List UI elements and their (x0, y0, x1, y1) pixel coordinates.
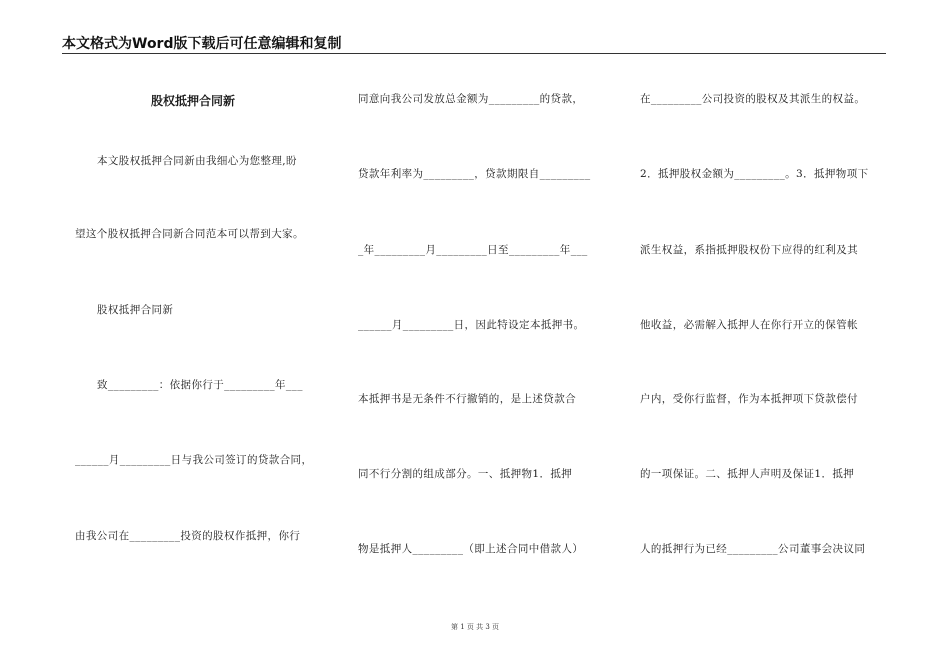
text-line: 的一项保证。二、抵押人声明及保证1．抵押 (640, 468, 855, 480)
text-line: 本抵押书是无条件不行撤销的，是上述贷款合 (358, 393, 576, 405)
text-line: 他收益，必需解入抵押人在你行开立的保管帐 (640, 319, 858, 331)
text-column-1 (75, 0, 327, 620)
page-header-title: 本文格式为Word版下载后可任意编辑和复制 (62, 36, 342, 52)
text-line: 2．抵押股权金额为_________。3．抵押物项下 (640, 168, 869, 180)
text-line: 人的抵押行为已经_________公司董事会决议同 (640, 543, 866, 555)
text-line: ______月_________日与我公司签订的贷款合同， (75, 454, 313, 466)
page-number: 第 1 页 共 3 页 (450, 623, 500, 631)
text-line: 望这个股权抵押合同新合同范本可以帮到大家。 (75, 228, 304, 240)
section-heading: 股权抵押合同新 (97, 304, 174, 316)
text-line: 派生权益，系指抵押股权份下应得的红利及其 (640, 244, 858, 256)
text-line: _年_________月_________日至_________年___ (358, 244, 588, 256)
text-line: 在_________公司投资的股权及其派生的权益。 (640, 93, 866, 105)
text-column-2 (358, 0, 610, 620)
text-line: 同不行分割的组成部分。一、抵押物1．抵押 (358, 468, 573, 480)
document-title: 股权抵押合同新 (150, 94, 235, 108)
text-line: 由我公司在_________投资的股权作抵押，你行 (75, 530, 301, 542)
text-column-3 (640, 0, 892, 620)
text-line: 致_________：依据你行于_________年___ (97, 379, 303, 391)
text-line: 同意向我公司发放总金额为_________的贷款， (358, 93, 584, 105)
text-line: 户内，受你行监督，作为本抵押项下贷款偿付 (640, 393, 858, 405)
text-line: 物是抵押人_________（即上述合同中借款人） (358, 543, 584, 555)
text-line: 贷款年利率为_________，贷款期限自_________ (358, 168, 591, 180)
text-line: 本文股权抵押合同新由我细心为您整理,盼 (97, 155, 297, 167)
text-line: ______月_________日，因此特设定本抵押书。 (358, 319, 585, 331)
